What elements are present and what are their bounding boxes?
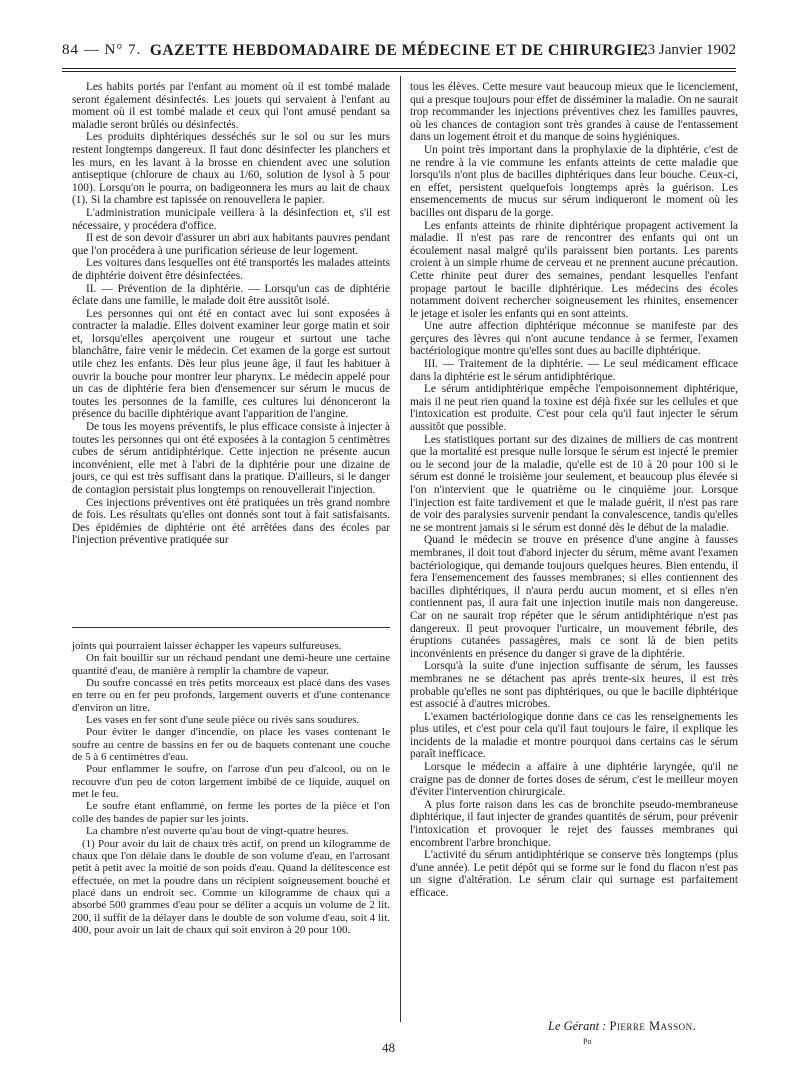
paragraph: Pour éviter le danger d'incendie, on place les vases contenant le soufre au centre de bassins en fer ou de baquets contenant une couche de 5 à 6 centimètres d'eau.: [72, 726, 390, 764]
header-rule-bottom: [62, 71, 736, 72]
signature-label: Le Gérant :: [548, 1019, 607, 1033]
issue-date: 23 Janvier 1902: [640, 42, 736, 58]
left-lower-text: [72, 640, 390, 936]
paragraph: De tous les moyens préventifs, le plus efficace consiste à injecter à toutes les personnes qui ont été exposées à la contagion 5 centimètres cubes de sérum antidiphtérique. Cette injection ne présente aucun inconvénient, elle met à l'abri de la diphtérie pour une dizaine de jours, ce qui est très suffisant dans la pratique. D'ailleurs, si le danger de contagion persistait plus longtemps on renouvellerait l'injection.: [72, 421, 390, 496]
paragraph: Le soufre étant enflammé, on ferme les portes de la pièce et l'on colle des bandes de papier sur les joints.: [72, 800, 390, 825]
paragraph: On fait bouillir sur un réchaud pendant une demi-heure une certaine quantité d'eau, de manière à remplir la chambre de vapeur.: [72, 652, 390, 677]
publisher-signature: [548, 1019, 696, 1034]
paragraph: La chambre n'est ouverte qu'au bout de vingt-quatre heures.: [86, 825, 349, 838]
paragraph: Du soufre concassé en très petits morceaux est placé dans des vases en terre ou en fer peu profonds, largement ouverts et d'une contenance d'environ un litre.: [72, 677, 390, 714]
paragraph: Ces injections préventives ont été pratiquées un très grand nombre de fois. Les résultats qu'elles ont donnés sont tout à fait satisfaisants. Des épidémies de diphtérie ont été arrêtées dans des écoles par l'injection préventive pratiquée sur: [72, 496, 390, 547]
paragraph: L'administration municipale veillera à la désinfection et, s'il est nécessaire, y procédera d'office.: [72, 206, 390, 232]
section-heading-treatment: III. — Traitement de la diphtérie. — Le seul médicament efficace dans la diphtérie est le sérum antidiphtérique.: [410, 358, 738, 383]
paragraph: Les voitures dans lesquelles ont été transportés les malades atteints de diphtérie doivent être désinfectées.: [72, 257, 390, 282]
paragraph: Les personnes qui ont été en contact avec lui sont exposées à contracter la maladie. Elles doivent examiner leur gorge matin et soir et, lorsqu'elles aperçoivent une rougeur et surtout une tache blanchâtre, faire venir le médecin. Cet examen de la gorge est surtout utile chez les enfants. Dès leur plus jeune âge, il faut les habituer à ouvrir la bouche pour montrer leur pharynx. Le médecin appelé pour un cas de diphtérie fera bien d'ensemencer sur sérum le mucus de toutes les personnes de la famille, ces cultures lui dénonceront la présence du bacille diphtérique avant l'apparition de l'angine.: [72, 307, 390, 421]
paragraph: Les produits diphtériques desséchés sur le sol ou sur les murs restent longtemps dangereux. Il faut donc désinfecter les planchers et les murs, en les lavant à la brosse en chiendent avec une solution antiseptique (chlorure de chaux au 1/60, solution de lysol à 5 pour 100). Lorsqu'on le pourra, on badigeonnera les murs au lait de chaux (1). Si la chambre est tapissée on renouvellera le papier.: [72, 131, 390, 207]
column-divider: [400, 76, 401, 1022]
paragraph: Un point très important dans la prophylaxie de la diphtérie, c'est de ne rendre à la vie commune les enfants atteints de cette maladie que lorsqu'ils n'ont plus de bacilles diphtériques dans leur bouche. Ceux-ci, en effet, persistent quelquefois longtemps après la guérison. Les ensemencements de mucus sur sérum indiqueront le moment où les bacilles ont disparu de la gorge.: [410, 143, 738, 219]
folio-number: 48: [382, 1040, 395, 1055]
paragraph: Les enfants atteints de rhinite diphtérique propagent activement la maladie. Il n'est pas rare de rencontrer des enfants qui ont un écoulement nasal malgré qu'ils paraissent bien portants. Les parents croient à un simple rhume de cerveau et ne prennent aucune précaution. Cette rhinite peut durer des semaines, pendant lesquelles l'enfant propage partout le bacille diphtérique. Les médecins des écoles notamment doivent rechercher soigneusement les rhinites, ensemencer le jetage et isoler les enfants qui en sont atteints.: [410, 219, 738, 320]
paragraph: L'activité du sérum antidiphtérique se conserve très longtemps (plus d'une année). Le petit dépôt qui se forme sur le fond du flacon n'est pas un signe d'altération. Le sérum clair qui surnage est parfaitement efficace.: [410, 849, 738, 899]
paragraph: Le sérum antidiphtérique empêche l'empoisonnement diphtérique, mais il ne peut rien quand la toxine est déjà fixée sur les cellules et que l'intoxication est produite. C'est pour cela qu'il faut injecter le sérum aussitôt que possible.: [410, 383, 738, 434]
section-heading-prevention: II. — Prévention de la diphtérie. — Lorsqu'un cas de diphtérie éclate dans une famille, le malade doit être aussitôt isolé.: [72, 282, 390, 308]
signature-name: Pierre Masson.: [609, 1019, 697, 1033]
paragraph: Lorsqu'à la suite d'une injection suffisante de sérum, les fausses membranes ne se détachent pas après trente-six heures, il est très probable qu'elles ne sont pas diphtériques, ou que le bacille diphtérique est associé à d'autres microbes.: [410, 660, 738, 711]
section-separator: [72, 627, 390, 628]
left-column-text: [72, 81, 390, 547]
paragraph: joints qui pourraient laisser échapper les vapeurs sulfureuses.: [72, 640, 342, 652]
header-rule-top: [62, 68, 736, 69]
footnote: (1) Pour avoir du lait de chaux très actif, on prend un kilogramme de chaux que l'on délaie dans le double de son volume d'eau, en l'arrosant petit à petit avec la moitié de son poids d'eau. Quand la délitescence est effectuée, on met la poudre dans un récipient soigneusement bouché et placé dans un endroit sec. Comme un kilogramme de chaux qui a absorbé 500 grammes d'eau pour se déliter a acquis un volume de 2 lit. 200, il suffit de la délayer dans le double de son volume d'eau, soit 4 lit. 400, pour avoir un lait de chaux qui soit environ à 20 pour 100.: [72, 837, 390, 936]
journal-title: GAZETTE HEBDOMADAIRE DE MÉDECINE ET DE CHIRURGIE.: [149, 42, 649, 59]
paragraph: Quand le médecin se trouve en présence d'une angine à fausses membranes, il doit tout d'abord injecter du sérum, même avant l'examen bactériologique, qui demande toujours quelques heures. Bien entendu, il fera l'ensemencement des fausses membranes; si elles contiennent des bacilles diphtériques, il n'aura perdu aucun moment, et si elles n'en contiennent pas, il aura fait une injection inutile mais non dangereuse. Car on ne saurait trop répéter que le sérum antidiphtérique n'est pas dangereux. Il peut provoquer l'urticaire, un mouvement fébrile, des éruptions cutanées passagères, mais ce sont là de bien petits inconvénients en présence du danger si grave de la diphtérie.: [410, 534, 738, 660]
paragraph: A plus forte raison dans les cas de bronchite pseudo-membraneuse diphtérique, il faut injecter de grandes quantités de sérum, pour prévenir l'intoxication et provoquer le rejet des fausses membranes qui encombrent l'arbre bronchique.: [410, 798, 738, 849]
paragraph: Il est de son devoir d'assurer un abri aux habitants pauvres pendant que l'on procédera à une purification sérieuse de leur logement.: [72, 232, 390, 257]
paragraph: Les habits portés par l'enfant au moment où il est tombé malade seront également désinfectés. Les jouets qui servaient à l'enfant au moment où il est tombé malade et ceux qui l'ont amusé pendant sa maladie seront brûlés ou désinfectés.: [72, 81, 390, 131]
paragraph: Pour enflammer le soufre, on l'arrose d'un peu d'alcool, ou on le recouvre d'un peu de coton largement imbibé de ce liquide, auquel on met le feu.: [72, 763, 390, 801]
printer-mark: Po: [583, 1037, 592, 1046]
paragraph: Lorsque le médecin a affaire à une diphtérie laryngée, qu'il ne craigne pas de donner de fortes doses de sérum, c'est le meilleur moyen d'éviter l'intervention chirurgicale.: [410, 761, 738, 799]
paragraph: tous les élèves. Cette mesure vaut beaucoup mieux que le licenciement, qui a presque toujours pour effet de disséminer la maladie. On ne saurait trop recommander les injections préventives chez les familles pauvres, où les chances de contagion sont très grandes à cause de l'entassement dans un logement étroit et du manque de soins hygiéniques.: [410, 81, 738, 144]
paragraph: L'examen bactériologique donne dans ce cas les renseignements les plus utiles, et c'est pour cela qu'il faut toujours le faire, il explique les incidents de la maladie et montre pourquoi dans certains cas le sérum paraît inefficace.: [410, 710, 738, 761]
running-header: [62, 42, 736, 64]
paragraph: Les vases en fer sont d'une seule pièce ou rivés sans soudures.: [86, 714, 360, 727]
paragraph: Les statistiques portant sur des dizaines de milliers de cas montrent que la mortalité est presque nulle lorsque le sérum est injecté le premier ou le second jour de la maladie, qu'elle est de 10 à 20 pour 100 si le sérum est donné le troisième jour seulement, et beaucoup plus élevée si l'on n'intervient que le quatrième ou le cinquième jour. Lorsque l'injection est faite tardivement et que le malade guérit, il n'est pas rare de voir des paralysies survenir pendant la convalescence, tandis qu'elles ne se montrent jamais si le sérum est donné dès le début de la maladie.: [410, 433, 738, 534]
paragraph: Une autre affection diphtérique méconnue se manifeste par des gerçures des lèvres qui n'ont aucune tendance à se fermer, l'examen bactériologique montre qu'elles sont dues au bacille diphtérique.: [410, 320, 738, 358]
right-column-text: [410, 81, 738, 900]
page-issue-number: 84 — N° 7.: [62, 42, 142, 58]
